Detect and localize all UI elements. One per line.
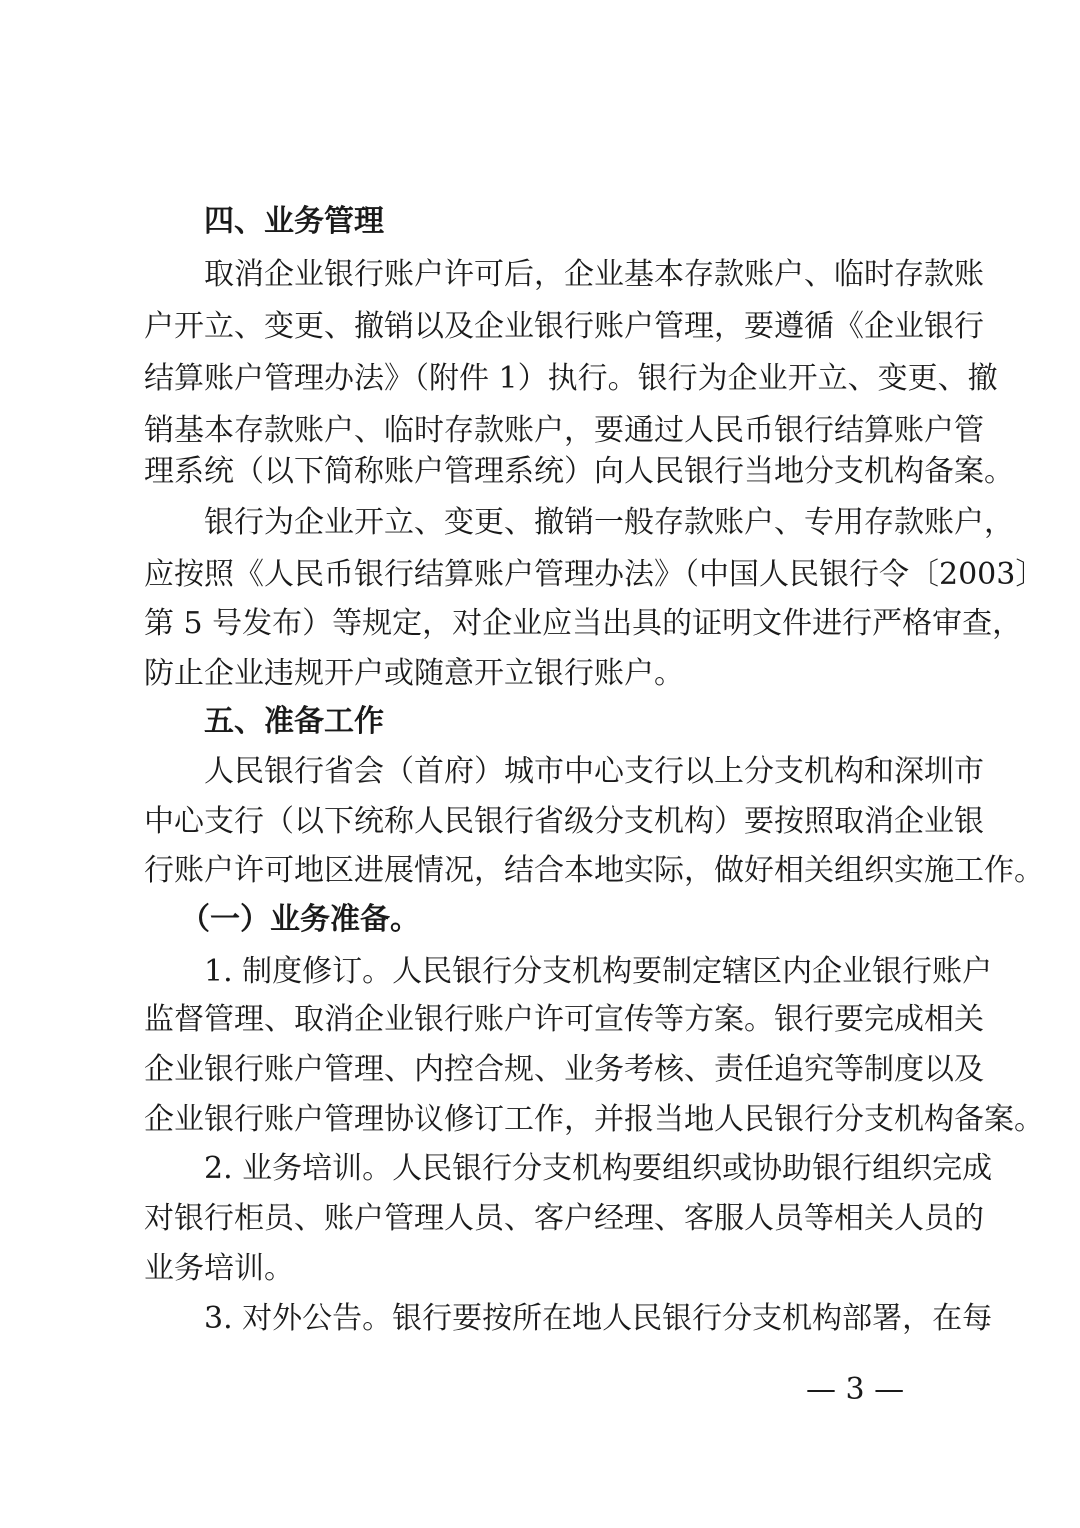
paragraph-line: 取消企业银行账户许可后，企业基本存款账户、临时存款账 [204,257,984,292]
subsection-heading: （一）业务准备。 [180,902,420,937]
paragraph-line: 银行为企业开立、变更、撤销一般存款账户、专用存款账户， [204,505,1014,540]
paragraph-line: 3. 对外公告。银行要按所在地人民银行分支机构部署，在每 [204,1301,993,1336]
paragraph-line: 企业银行账户管理协议修订工作，并报当地人民银行分支机构备案。 [144,1102,1044,1137]
paragraph-line: 监督管理、取消企业银行账户许可宣传等方案。银行要完成相关 [144,1002,984,1037]
paragraph-line: 对银行柜员、账户管理人员、客户经理、客服人员等相关人员的 [144,1201,984,1236]
section-five-heading: 五、准备工作 [204,704,384,739]
page-number: — 3 — [806,1372,905,1407]
paragraph-line: 2. 业务培训。人民银行分支机构要组织或协助银行组织完成 [204,1151,993,1186]
paragraph-line: 应按照《人民币银行结算账户管理办法》（中国人民银行令〔2003〕 [144,557,1046,592]
paragraph-line: 第 5 号发布）等规定，对企业应当出具的证明文件进行严格审查， [144,606,1023,641]
section-four-heading: 四、业务管理 [204,204,384,239]
paragraph-line: 企业银行账户管理、内控合规、业务考核、责任追究等制度以及 [144,1052,984,1087]
paragraph-line: 中心支行（以下统称人民银行省级分支机构）要按照取消企业银 [144,804,984,839]
paragraph-line: 防止企业违规开户或随意开立银行账户。 [144,656,684,691]
paragraph-line: 销基本存款账户、临时存款账户，要通过人民币银行结算账户管 [144,413,984,448]
paragraph-line: 户开立、变更、撤销以及企业银行账户管理，要遵循《企业银行 [144,309,984,344]
paragraph-line: 行账户许可地区进展情况，结合本地实际，做好相关组织实施工作。 [144,853,1044,888]
paragraph-line: 人民银行省会（首府）城市中心支行以上分支机构和深圳市 [204,754,984,789]
paragraph-line: 1. 制度修订。人民银行分支机构要制定辖区内企业银行账户 [204,954,993,989]
paragraph-line: 理系统（以下简称账户管理系统）向人民银行当地分支机构备案。 [144,454,1014,489]
paragraph-line: 结算账户管理办法》（附件 1）执行。银行为企业开立、变更、撤 [144,361,998,396]
paragraph-line: 业务培训。 [144,1251,294,1286]
